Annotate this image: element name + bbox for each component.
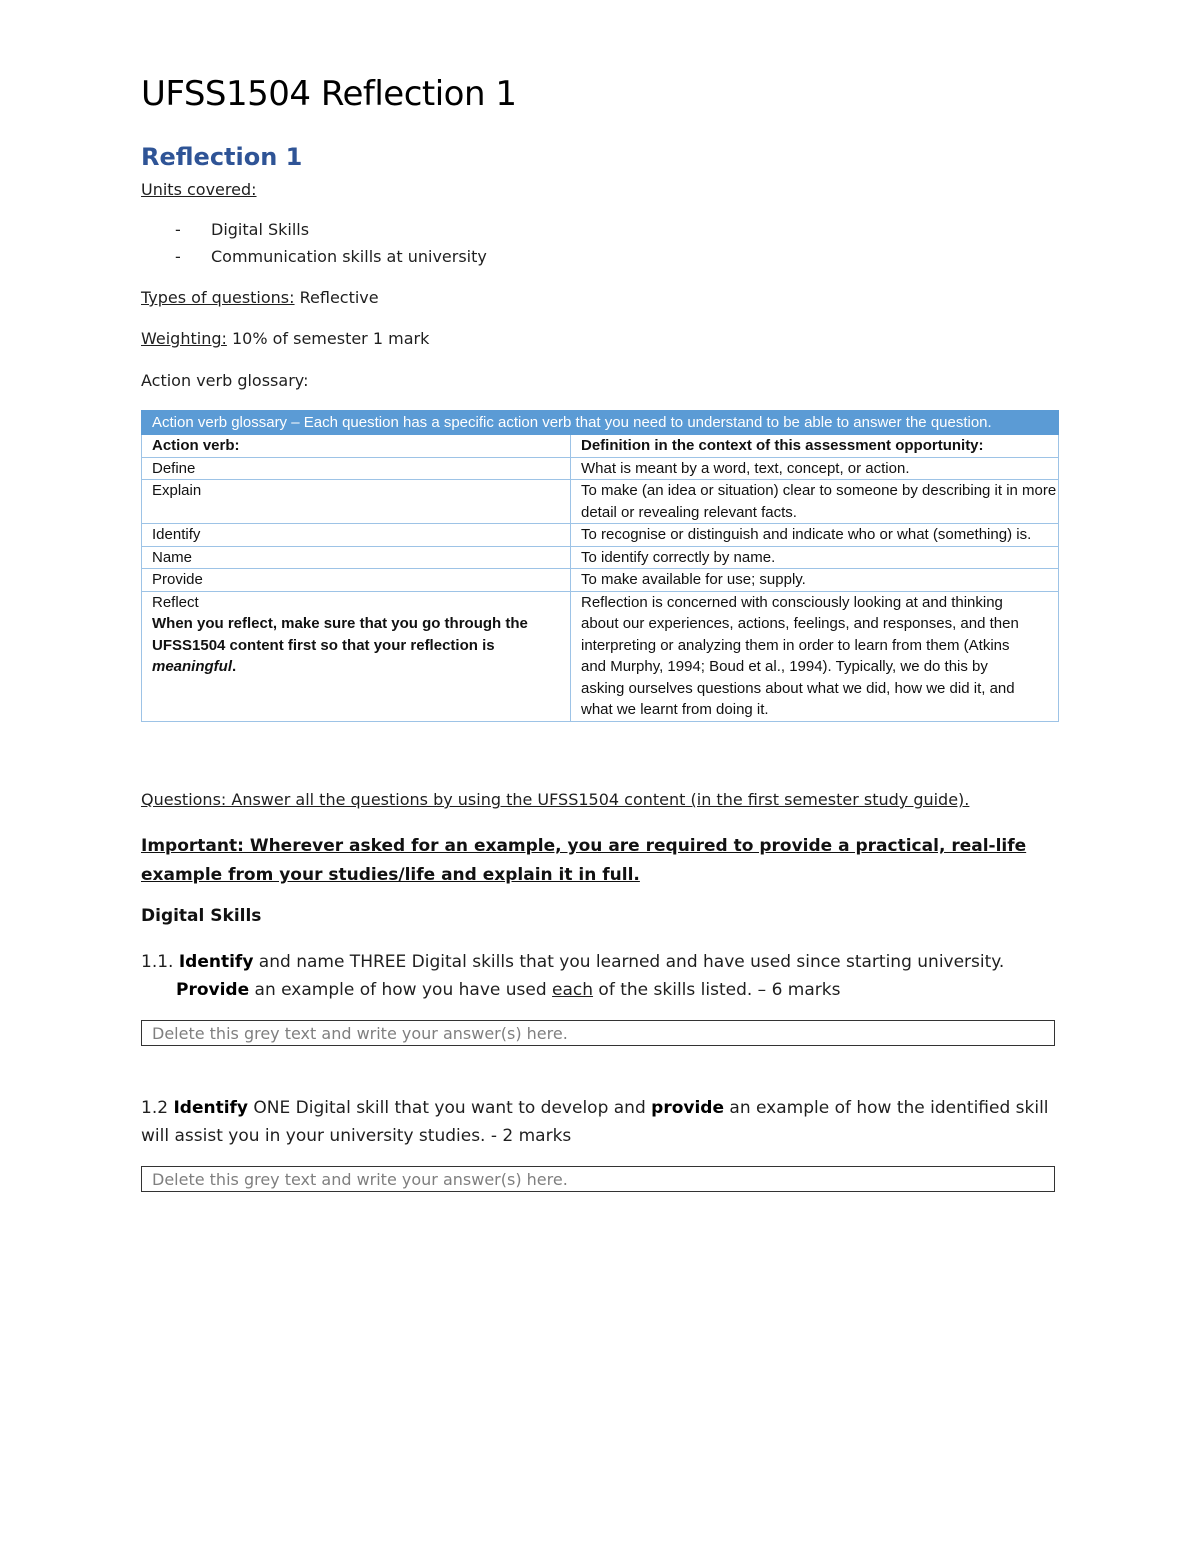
digital-skills-heading: Digital Skills <box>141 906 262 926</box>
question-1-2 <box>141 1094 1071 1150</box>
verb-cell-reflect <box>142 591 571 721</box>
unit-item-label: Digital Skills <box>211 220 310 239</box>
question-text: and name THREE Digital skills that you learned and have used since starting university. <box>253 952 1005 972</box>
types-value: Reflective <box>294 288 379 307</box>
definition-cell: To recognise or distinguish and indicate who or what (something) is. <box>571 524 1059 547</box>
question-1-1-line-2 <box>141 976 1071 1004</box>
question-text: ONE Digital skill that you want to develop and <box>248 1098 652 1118</box>
weighting <box>141 329 429 348</box>
table-row <box>142 480 1059 524</box>
question-number: 1.2 <box>141 1098 174 1118</box>
unit-item-label: Communication skills at university <box>211 247 487 266</box>
section-heading: Reflection 1 <box>141 143 303 171</box>
definition-cell: To make available for use; supply. <box>571 569 1059 592</box>
table-row <box>142 524 1059 547</box>
unit-item-communication: - Communication skills at university <box>175 247 487 266</box>
verb-cell: Explain <box>142 480 571 524</box>
column-header-definition: Definition in the context of this assessment opportunity: <box>571 435 1059 458</box>
glossary-column-headers <box>142 435 1059 458</box>
table-row <box>142 546 1059 569</box>
definition-cell-reflect: Reflection is concerned with consciously looking at and thinking about our experiences, actions, feelings, and responses, and then interpreting or analyzing them in order to learn from them (Atkins and Murphy, 1994; Boud et al., 1994). Typically, we do this by asking ourselves questions about what we did, how we did it, and what we learnt from doing it. <box>571 591 1059 721</box>
verb-cell: Define <box>142 457 571 480</box>
action-verb-provide: Provide <box>176 980 250 1000</box>
weighting-value: 10% of semester 1 mark <box>226 329 430 348</box>
document-title: UFSS1504 Reflection 1 <box>141 74 517 114</box>
definition-cell: To make (an idea or situation) clear to someone by describing it in more detail or revealing relevant facts. <box>571 480 1059 524</box>
verb-cell: Provide <box>142 569 571 592</box>
table-row <box>142 569 1059 592</box>
action-verb-provide: provide <box>651 1098 724 1118</box>
table-row-reflect <box>142 591 1059 721</box>
question-1-1 <box>141 948 1071 1004</box>
action-verb-glossary-table <box>141 410 1059 722</box>
reflect-note <box>152 613 540 678</box>
verb-cell: Name <box>142 546 571 569</box>
answer-field-1-2[interactable]: Delete this grey text and write your answer(s) here. <box>141 1166 1055 1192</box>
emphasis-each: each <box>552 980 594 1000</box>
question-text: an example of how you have used <box>249 980 553 1000</box>
unit-item-digital-skills: - Digital Skills <box>175 220 310 239</box>
action-verb-identify: Identify <box>178 952 254 972</box>
types-of-questions <box>141 288 379 307</box>
units-covered-label: Units covered: <box>141 180 257 199</box>
table-row <box>142 457 1059 480</box>
definition-cell: What is meant by a word, text, concept, or action. <box>571 457 1059 480</box>
answer-field-1-1[interactable]: Delete this grey text and write your answer(s) here. <box>141 1020 1055 1046</box>
important-notice: Important: Wherever asked for an example, you are required to provide a practical, real-life example from your studies/life and explain it in full. <box>141 836 1027 885</box>
questions-intro: Questions: Answer all the questions by using the UFSS1504 content (in the first semester study guide). <box>141 790 970 809</box>
reflect-verb: Reflect <box>152 593 199 611</box>
reflect-note-text: When you reflect, make sure that you go through the UFSS1504 content first so that your reflection is <box>152 615 528 654</box>
question-number: 1.1. <box>141 952 179 972</box>
glossary-header-row <box>142 411 1059 435</box>
question-1-1-line-1 <box>141 948 1071 976</box>
question-text: of the skills listed. – 6 marks <box>593 980 841 1000</box>
reflect-note-emphasis: meaningful <box>152 658 233 675</box>
weighting-label: Weighting: <box>141 329 227 348</box>
verb-cell: Identify <box>142 524 571 547</box>
glossary-header-cell: Action verb glossary – Each question has a specific action verb that you need to understand to be able to answer the question. <box>142 411 1059 435</box>
reflect-note-end: . <box>232 658 237 675</box>
types-label: Types of questions: <box>141 288 295 307</box>
action-verb-identify: Identify <box>173 1098 249 1118</box>
column-header-verb: Action verb: <box>142 435 571 458</box>
glossary-label: Action verb glossary: <box>141 371 309 390</box>
question-text: an example of how the identified skill will assist you in your university studies. - 2 marks <box>141 1098 1049 1146</box>
definition-cell: To identify correctly by name. <box>571 546 1059 569</box>
